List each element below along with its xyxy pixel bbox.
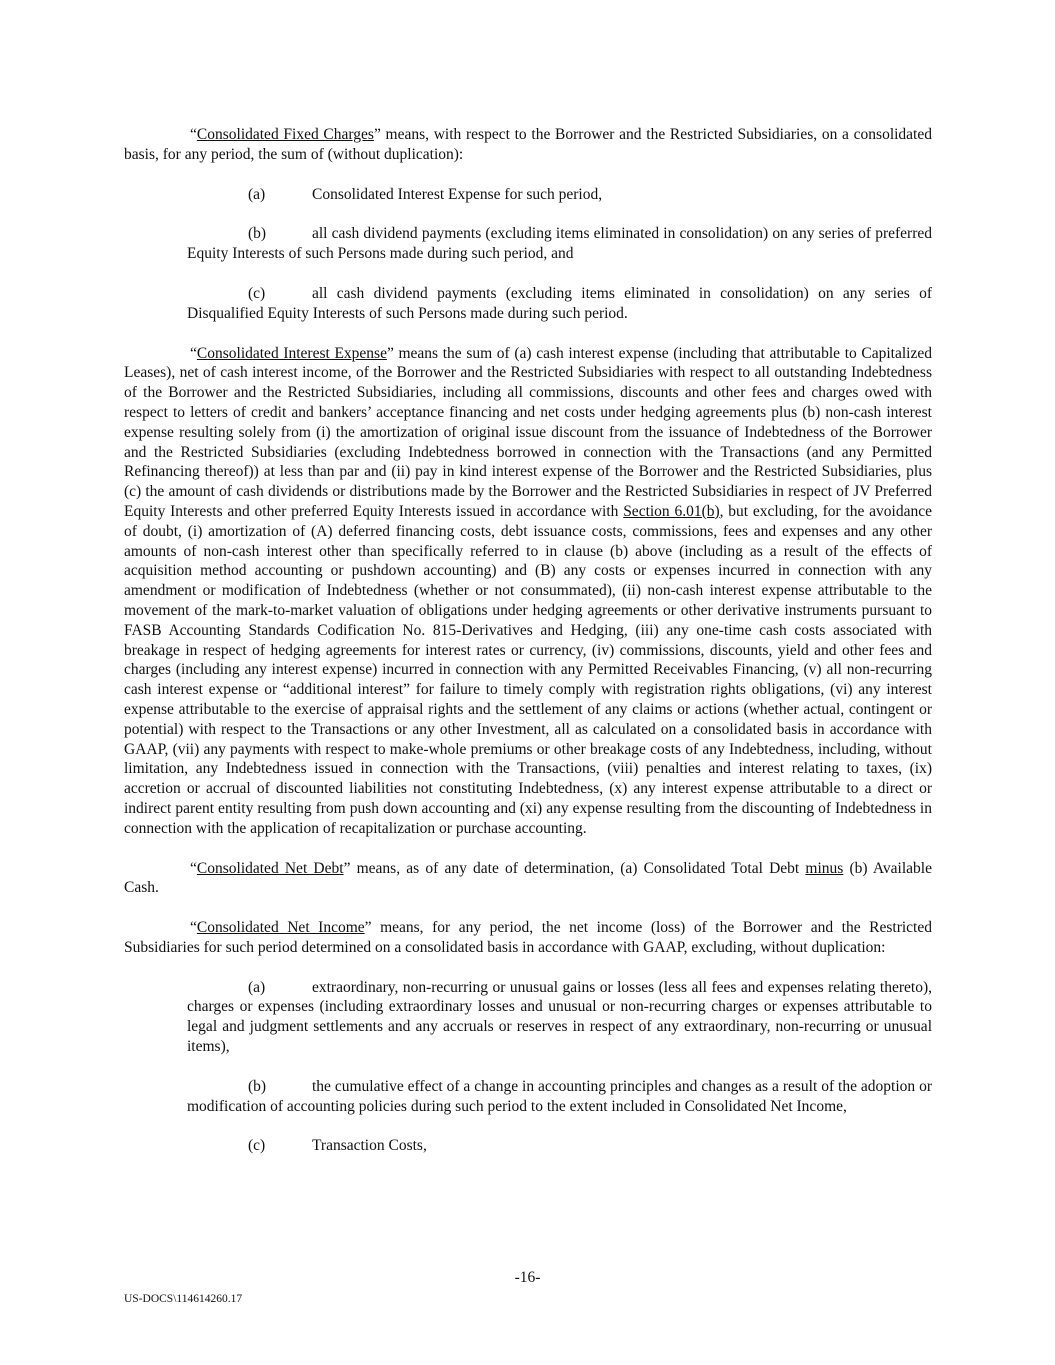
document-body xyxy=(124,125,932,1176)
document-id: US-DOCS\114614260.17 xyxy=(124,1293,243,1305)
defined-term: Consolidated Fixed Charges xyxy=(196,126,374,143)
clause-text: Consolidated Interest Expense for such period, xyxy=(312,185,603,203)
clause-label: (b) xyxy=(248,225,267,243)
clause-text: extraordinary, non-recurring or unusual gains or losses (less all fees and expenses relating thereto), charges or expenses (including extraordinary losses and unusual or non-recurring charges or expenses attributable to legal and judgment settlements and any accruals or reserves in respect of any extraordinary, non-recurring or unusual items), xyxy=(187,978,932,1056)
page-number: -16- xyxy=(514,1269,541,1286)
clause-label: (a) xyxy=(248,185,266,203)
definition-consolidated-net-income: “Consolidated Net Income” means, for any period, the net income (loss) of the Borrower and the Restricted Subsidiaries for such period determined on a consolidated basis in accordance with GAAP, excluding, without duplication: xyxy=(124,919,932,956)
clause-item xyxy=(187,224,932,264)
clause-item xyxy=(187,284,932,324)
clause-item xyxy=(187,1136,932,1156)
clause-label: (c) xyxy=(248,284,266,302)
clause-text: Transaction Costs, xyxy=(312,1137,427,1155)
clause-item xyxy=(187,185,932,205)
clause-text: the cumulative effect of a change in accounting principles and changes as a result of the adoption or modification of accounting policies during such period to the extent included in Consolidated Net Income, xyxy=(187,1077,932,1115)
defined-term: Consolidated Interest Expense xyxy=(196,344,387,362)
definition-consolidated-interest-expense: “Consolidated Interest Expense” means the sum of (a) cash interest expense (including that attributable to Capitalized Leases), net of cash interest income, of the Borrower and the Restricted Subsidiaries with respect to all outstanding Indebtedness of the Borrower and the Restricted Subsidiaries, including all commissions, discounts and other fees and charges owed with respect to letters of credit and bankers’ acceptance financing and net costs under hedging agreements plus (b) non-cash interest expense resulting solely from (i) the amortization of original issue discount from the issuance of Indebtedness of the Borrower and the Restricted Subsidiaries (excluding Indebtedness borrowed in connection with the Transactions (and any Permitted Refinancing thereof)) at less than par and (ii) pay in kind interest expense of the Borrower and the Restricted Subsidiaries, plus (c) the amount of cash dividends or distributions made by the Borrower and the Restricted Subsidiaries in respect of JV Preferred Equity Interests and other preferred Equity Interests issued in accordance with Section 6.01(b), but excluding, for the avoidance of doubt, (i) amortization of (A) deferred financing costs, debt issuance costs, commissions, fees and expenses and any other amounts of non-cash interest other than specifically referred to in clause (b) above (including as a result of the effects of acquisition method accounting or pushdown accounting) and (B) any costs or expenses incurred in connection with any amendment or modification of Indebtedness (whether or not consummated), (ii) non-cash interest expense attributable to the movement of the mark-to-market valuation of obligations under hedging agreements or other derivative instruments pursuant to FASB Accounting Standards Codification No. 815-Derivatives and Hedging, (iii) any one-time cash costs associated with breakage in respect of hedging agreements for interest rates or currency, (iv) commissions, discounts, yield and other fees and charges (including any interest expense) incurred in connection with any Permitted Receivables Financing, (v) all non-recurring cash interest expense or “additional interest” for failure to timely comply with registration rights obligations, (vi) any interest expense attributable to the exercise of appraisal rights and the settlement of any claims or actions (whether actual, contingent or potential) with respect to the Transactions or any other Investment, all as calculated on a consolidated basis in accordance with GAAP, (vii) any payments with respect to make-whole premiums or other breakage costs of any Indebtedness, including, without limitation, any Indebtedness issued in connection with the Transactions, (viii) penalties and interest relating to taxes, (ix) accretion or accrual of discounted liabilities not constituting Indebtedness, (x) any interest expense attributable to a direct or indirect parent entity resulting from push down accounting and (xi) any expense resulting from the discounting of Indebtedness in connection with the application of recapitalization or purchase accounting. xyxy=(124,344,933,837)
clause-text: all cash dividend payments (excluding items eliminated in consolidation) on any series of Disqualified Equity Interests of such Persons made during such period. xyxy=(187,284,932,322)
definition-consolidated-fixed-charges: “Consolidated Fixed Charges” means, with respect to the Borrower and the Restricted Subsidiaries, on a consolidated basis, for any period, the sum of (without duplication): xyxy=(124,126,932,163)
clause-label: (a) xyxy=(248,978,266,996)
section-reference: Section 6.01(b) xyxy=(623,502,720,520)
defined-term: Consolidated Net Debt xyxy=(196,859,344,877)
defined-term: Consolidated Net Income xyxy=(196,919,365,937)
clause-text: all cash dividend payments (excluding items eliminated in consolidation) on any series of preferred Equity Interests of such Persons made during such period, and xyxy=(187,225,932,263)
clause-label: (b) xyxy=(248,1077,267,1095)
minus-term: minus xyxy=(805,859,844,877)
definition-consolidated-net-debt: “Consolidated Net Debt” means, as of any date of determination, (a) Consolidated Total Debt minus (b) Available Cash. xyxy=(124,859,932,897)
clause-item xyxy=(187,978,932,1057)
clause-label: (c) xyxy=(248,1137,266,1155)
clause-item xyxy=(187,1077,932,1117)
